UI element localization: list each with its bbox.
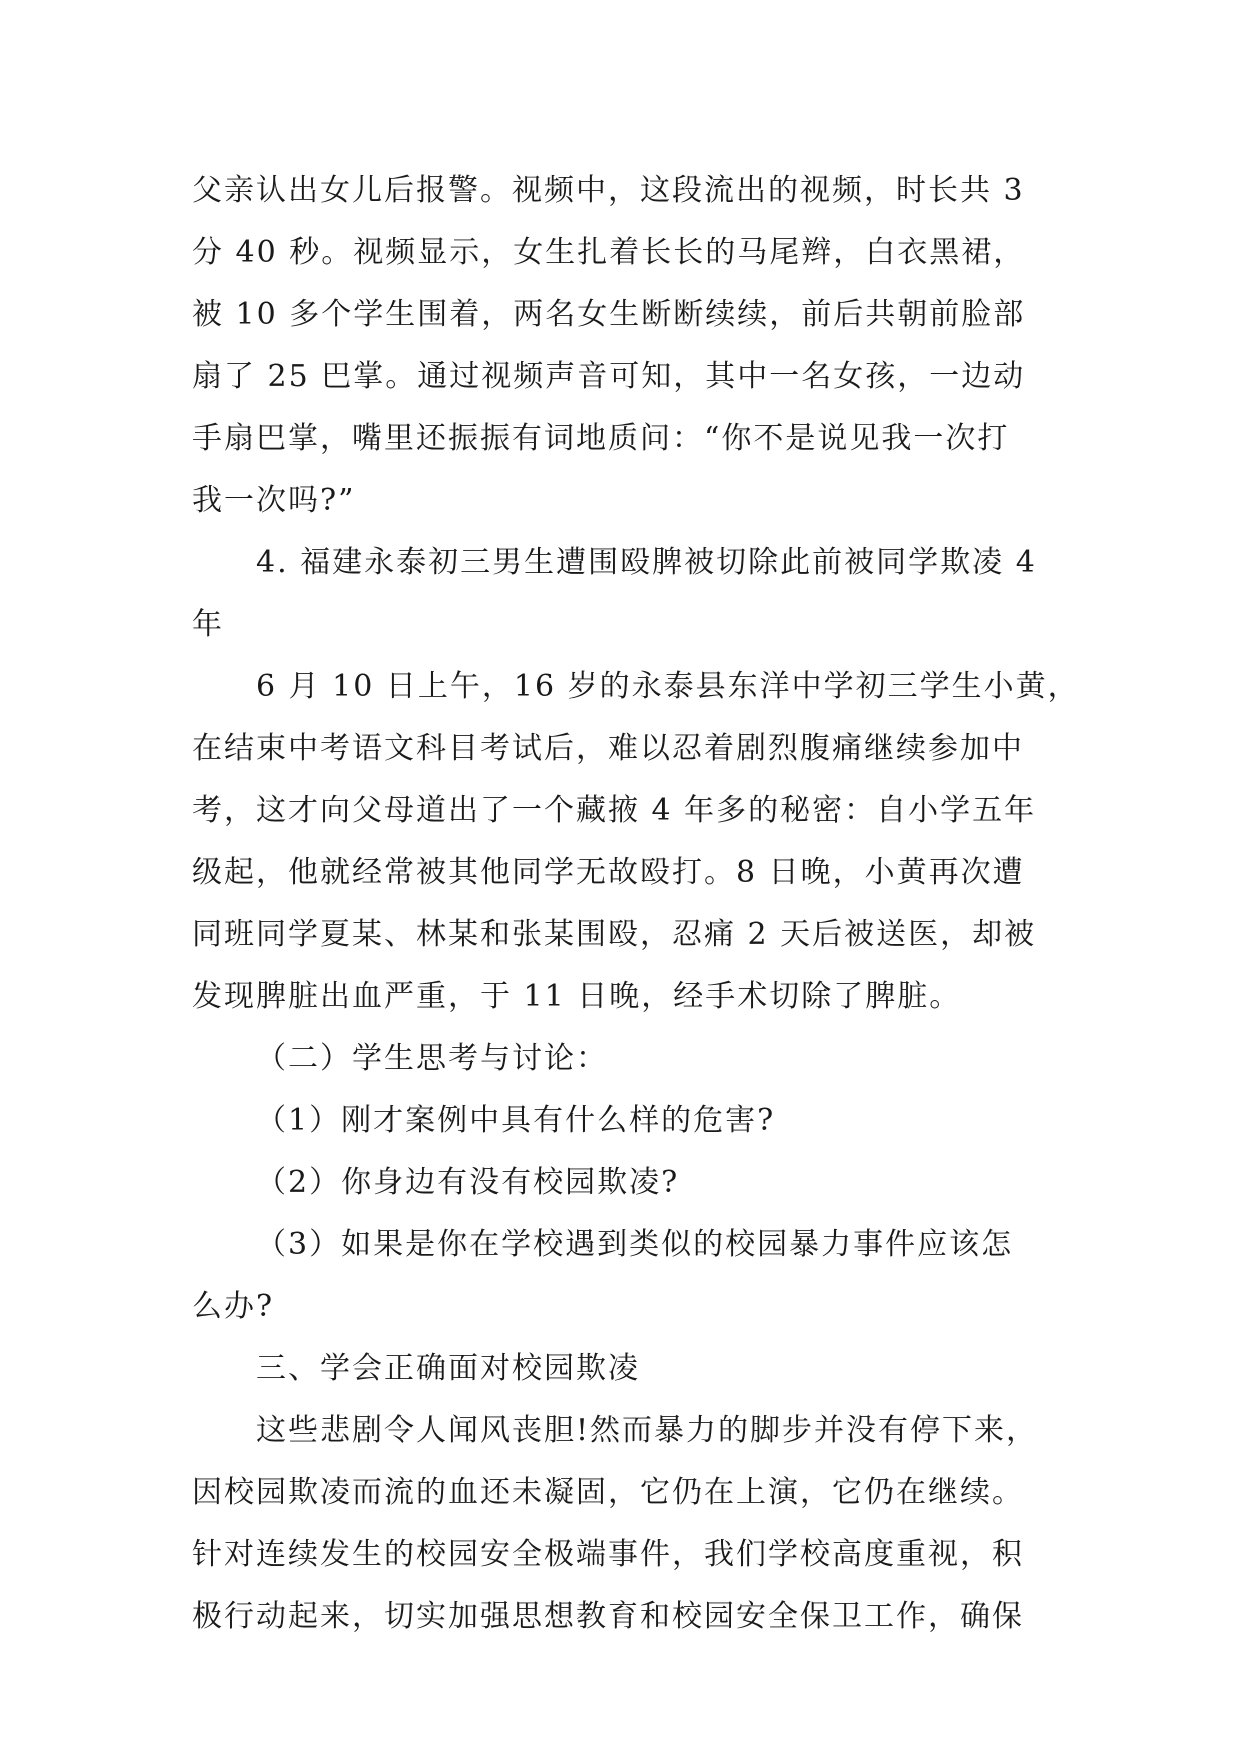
question-2: （2）你身边有没有校园欺凌?	[256, 1165, 680, 1200]
text-line: 级起，他就经常被其他同学无故殴打。8 日晚，小黄再次遭	[192, 855, 1025, 890]
text-line: 被 10 多个学生围着，两名女生断断续续，前后共朝前脸部	[192, 297, 1026, 332]
text-line: 考，这才向父母道出了一个藏掖 4 年多的秘密：自小学五年	[192, 793, 1037, 828]
text-line: 在结束中考语文科目考试后，难以忍着剧烈腹痛继续参加中	[192, 731, 1024, 766]
text-line: 针对连续发生的校园安全极端事件，我们学校高度重视，积	[192, 1537, 1024, 1572]
paragraph-start: 这些悲剧令人闻风丧胆!然而暴力的脚步并没有停下来，	[256, 1413, 1039, 1448]
text-line: 分 40 秒。视频显示，女生扎着长长的马尾辫，白衣黑裙，	[192, 235, 1026, 270]
text-line: 扇了 25 巴掌。通过视频声音可知，其中一名女孩，一边动	[192, 359, 1026, 394]
document-body	[192, 160, 1080, 1648]
text-line: 同班同学夏某、林某和张某围殴，忍痛 2 天后被送医，却被	[192, 917, 1037, 952]
section-heading: 三、学会正确面对校园欺凌	[256, 1351, 640, 1386]
section-heading: 4. 福建永泰初三男生遭围殴脾被切除此前被同学欺凌 4	[256, 545, 1037, 580]
text-line: 我一次吗?”	[192, 483, 356, 518]
paragraph-start: 6 月 10 日上午，16 岁的永泰县东洋中学初三学生小黄，	[256, 669, 1080, 704]
subsection-heading: （二）学生思考与讨论：	[256, 1041, 608, 1076]
text-line: 年	[192, 607, 224, 642]
text-line: 极行动起来，切实加强思想教育和校园安全保卫工作，确保	[192, 1599, 1024, 1634]
text-line: 因校园欺凌而流的血还未凝固，它仍在上演，它仍在继续。	[192, 1475, 1024, 1510]
text-line: 手扇巴掌，嘴里还振振有词地质问：“你不是说见我一次打	[192, 421, 1010, 456]
question-1: （1）刚才案例中具有什么样的危害?	[256, 1103, 776, 1138]
text-line: 么办?	[192, 1289, 275, 1324]
text-line: 父亲认出女儿后报警。视频中，这段流出的视频，时长共 3	[192, 173, 1025, 208]
text-line: 发现脾脏出血严重，于 11 日晚，经手术切除了脾脏。	[192, 979, 962, 1014]
question-3: （3）如果是你在学校遇到类似的校园暴力事件应该怎	[256, 1227, 1014, 1262]
